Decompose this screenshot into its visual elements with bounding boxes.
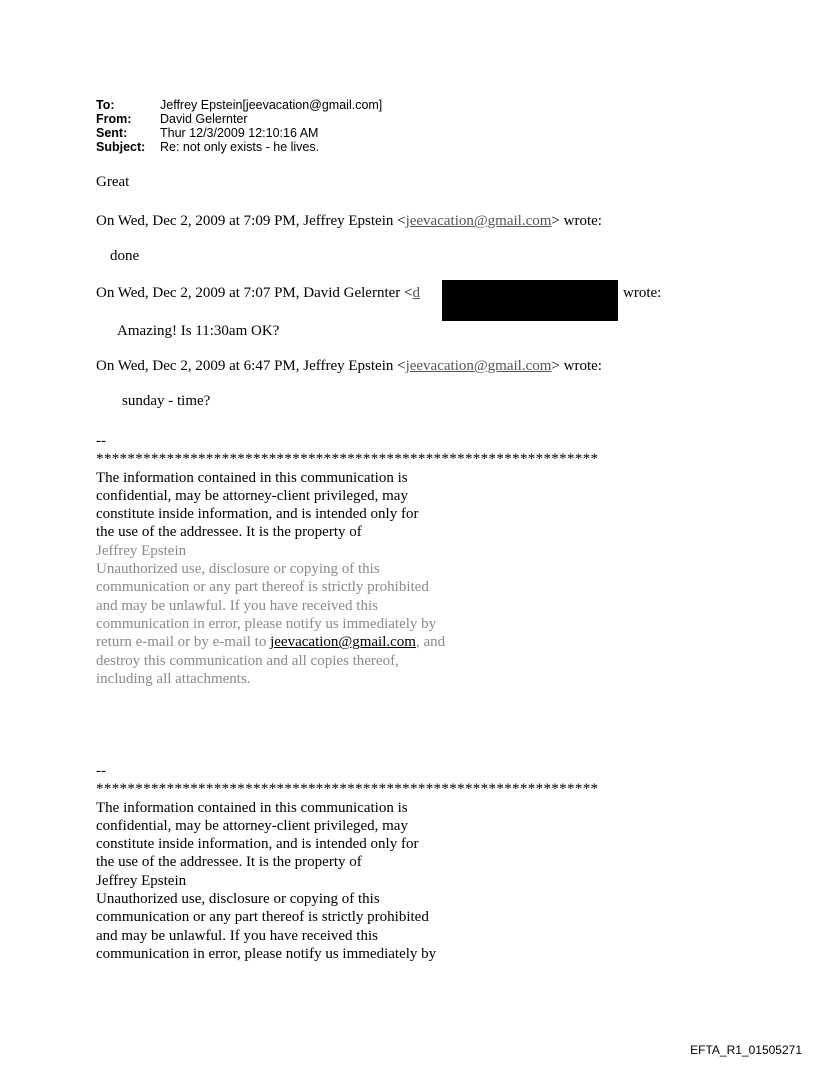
disclaimer1-gray-line: and may be unlawful. If you have received this — [96, 597, 378, 614]
disclaimer2-line: communication in error, please notify us immediately by — [96, 945, 437, 962]
quote2-suffix: wrote: — [623, 285, 662, 301]
from-value: David Gelernter — [160, 112, 248, 126]
disclaimer2-line: The information contained in this communication is — [96, 799, 408, 816]
header-to-row — [96, 98, 382, 112]
disclaimer1-line: constitute inside information, and is intended only for — [96, 506, 419, 523]
sent-label: Sent: — [96, 126, 128, 140]
quote2-header — [96, 285, 420, 302]
quote1-email-link[interactable]: jeevacation@gmail.com — [405, 213, 552, 229]
disclaimer2-line: and may be unlawful. If you have received this — [96, 927, 378, 944]
disclaimer2-line: communication or any part thereof is strictly prohibited — [96, 909, 429, 926]
redaction-box — [442, 280, 618, 321]
quote2-text: Amazing! Is 11:30am OK? — [117, 323, 280, 339]
document-id: EFTA_R1_01505271 — [690, 1043, 802, 1057]
subject-label: Subject: — [96, 140, 146, 154]
disclaimer2-stars: **************************************************************** — [96, 781, 599, 798]
disclaimer2-line: the use of the addressee. It is the property of — [96, 854, 362, 871]
subject-value: Re: not only exists - he lives. — [160, 140, 320, 154]
disclaimer1-gray-line: destroy this communication and all copies thereof, — [96, 652, 399, 669]
disclaimer1-gray-line: Unauthorized use, disclosure or copying of this — [96, 561, 380, 578]
quote2-prefix: On Wed, Dec 2, 2009 at 7:07 PM, David Gelernter < — [96, 285, 413, 301]
disclaimer1-gray-line: communication or any part thereof is strictly prohibited — [96, 579, 429, 596]
header-sent-row — [96, 126, 382, 140]
disclaimer1-gray-line: Jeffrey Epstein — [96, 542, 187, 559]
quote2-email-link[interactable]: d — [412, 285, 420, 301]
quote1-prefix: On Wed, Dec 2, 2009 at 7:09 PM, Jeffrey Epstein < — [96, 213, 406, 229]
disclaimer1-line: the use of the addressee. It is the property of — [96, 524, 362, 541]
disclaimer-1 — [96, 432, 598, 688]
return-suffix: , and — [415, 634, 446, 651]
email-header — [96, 98, 382, 154]
disclaimer1-line: confidential, may be attorney-client privileged, may — [96, 487, 408, 504]
disclaimer1-gray-line: including all attachments. — [96, 670, 251, 687]
quote3-prefix: On Wed, Dec 2, 2009 at 6:47 PM, Jeffrey Epstein < — [96, 358, 406, 374]
disclaimer1-return-line — [96, 633, 598, 651]
header-subject-row — [96, 140, 382, 154]
quote3-header — [96, 358, 602, 375]
disclaimer1-separator: -- — [96, 433, 106, 449]
disclaimer1-line: The information contained in this communication is — [96, 469, 408, 486]
disclaimer1-stars: **************************************************************** — [96, 451, 599, 468]
quote1-text: done — [110, 248, 140, 264]
to-label: To: — [96, 98, 115, 112]
quote3-email-link[interactable]: jeevacation@gmail.com — [405, 358, 552, 374]
quote1-header — [96, 213, 602, 230]
from-label: From: — [96, 112, 132, 126]
disclaimer-2 — [96, 762, 598, 963]
disclaimer2-line: constitute inside information, and is intended only for — [96, 836, 419, 853]
disclaimer2-line: Jeffrey Epstein — [96, 872, 187, 889]
return-prefix: return e-mail or by e-mail to — [96, 634, 271, 651]
to-value: Jeffrey Epstein[jeevacation@gmail.com] — [160, 98, 383, 112]
quote3-text: sunday - time? — [122, 393, 211, 409]
disclaimer-email-link[interactable]: jeevacation@gmail.com — [270, 634, 416, 651]
disclaimer2-line: confidential, may be attorney-client privileged, may — [96, 817, 408, 834]
quote3-suffix: > wrote: — [551, 358, 602, 374]
header-from-row — [96, 112, 382, 126]
disclaimer2-separator: -- — [96, 763, 106, 779]
reply-text: Great — [96, 174, 130, 190]
disclaimer2-line: Unauthorized use, disclosure or copying of this — [96, 891, 380, 908]
quote1-suffix: > wrote: — [551, 213, 602, 229]
sent-value: Thur 12/3/2009 12:10:16 AM — [160, 126, 319, 140]
disclaimer1-gray-line: communication in error, please notify us immediately by — [96, 615, 437, 632]
